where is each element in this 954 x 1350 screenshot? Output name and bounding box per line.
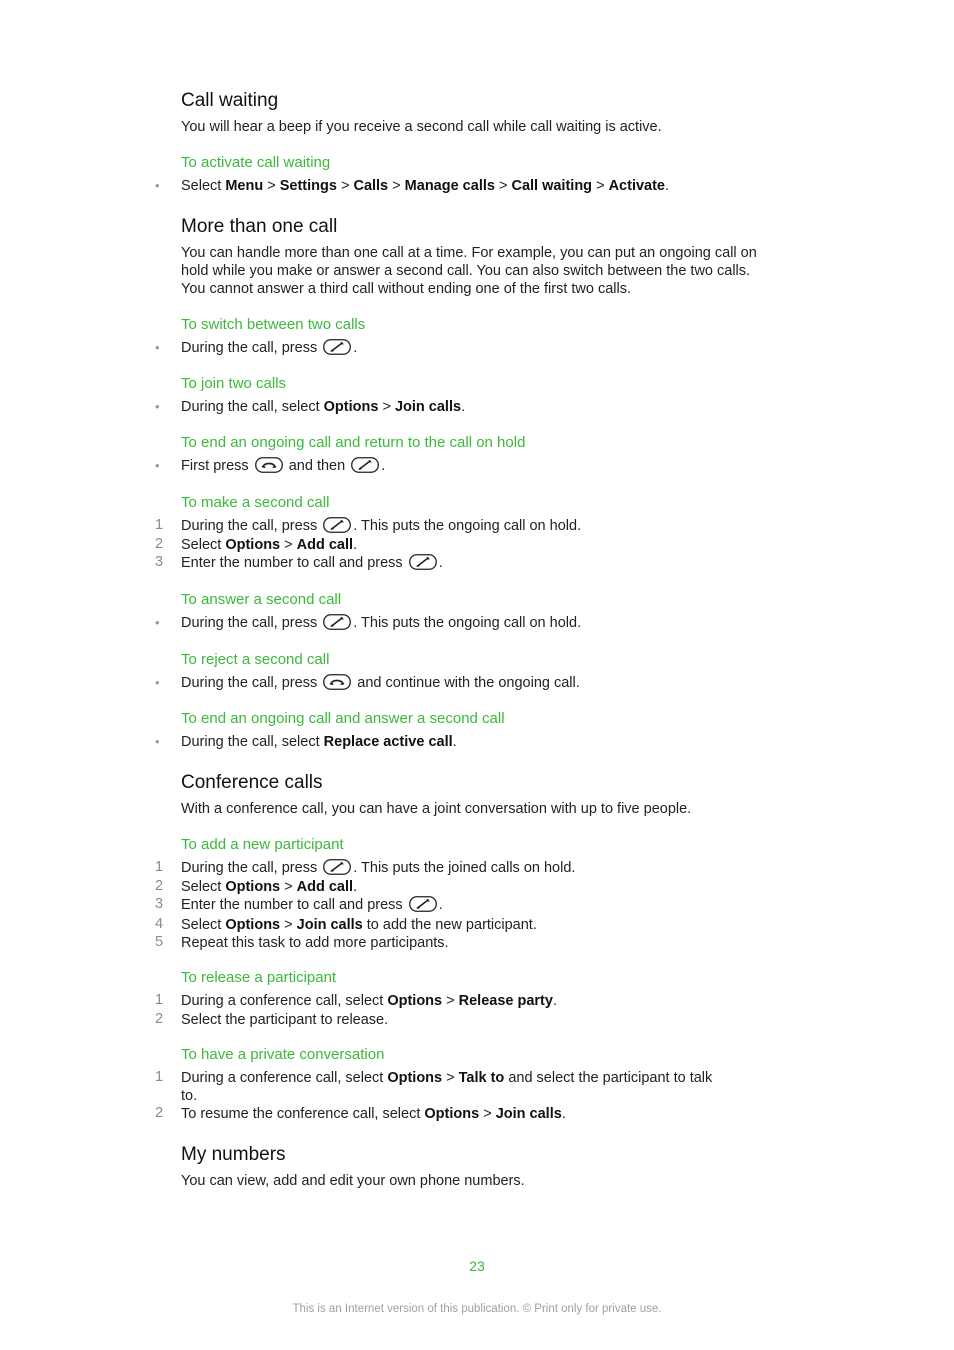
private-step-1-wrap: to. (181, 1088, 198, 1104)
step-number: 1 (155, 992, 164, 1008)
call-key-icon (323, 614, 351, 630)
heading-reject-second-call: To reject a second call (181, 651, 330, 668)
section-title-conference-calls: Conference calls (181, 772, 323, 793)
release-step-1: During a conference call, select Options > Release party. (181, 993, 557, 1009)
switch-step: During the call, press . (181, 340, 358, 356)
bullet-marker: • (155, 178, 160, 193)
step-number: 4 (155, 916, 164, 932)
call-key-icon (323, 339, 351, 355)
section-title-my-numbers: My numbers (181, 1144, 286, 1165)
add-participant-step-2: Select Options > Add call. (181, 879, 358, 895)
heading-make-second-call: To make a second call (181, 494, 330, 511)
bullet-marker: • (155, 340, 160, 355)
end-key-icon (255, 457, 283, 473)
heading-activate-call-waiting: To activate call waiting (181, 154, 331, 171)
join-step: During the call, select Options > Join calls. (181, 399, 466, 415)
step-number: 3 (155, 554, 164, 570)
bullet-marker: • (155, 458, 160, 473)
end-return-step: First press and then . (181, 458, 386, 474)
step-number: 2 (155, 536, 164, 552)
my-numbers-intro: You can view, add and edit your own phone numbers. (181, 1173, 525, 1189)
step-number: 3 (155, 896, 164, 912)
bullet-marker: • (155, 615, 160, 630)
section-title-more-than-one-call: More than one call (181, 216, 338, 237)
more-than-one-para-line-2: hold while you make or answer a second call. You can also switch between the two calls. (181, 263, 751, 279)
bullet-marker: • (155, 675, 160, 690)
heading-end-and-return: To end an ongoing call and return to the call on hold (181, 434, 526, 451)
call-key-icon (323, 859, 351, 875)
add-participant-step-5: Repeat this task to add more participants. (181, 935, 449, 951)
heading-end-and-answer: To end an ongoing call and answer a second call (181, 710, 505, 727)
second-call-step-2: Select Options > Add call. (181, 537, 358, 553)
section-title-call-waiting: Call waiting (181, 90, 279, 111)
bullet-marker: • (155, 734, 160, 749)
heading-release-participant: To release a participant (181, 969, 337, 986)
step-number: 2 (155, 1011, 164, 1027)
step-number: 1 (155, 1069, 164, 1085)
private-step-2: To resume the conference call, select Options > Join calls. (181, 1106, 566, 1122)
conference-intro: With a conference call, you can have a joint conversation with up to five people. (181, 801, 692, 817)
answer-step: During the call, press . This puts the ongoing call on hold. (181, 615, 582, 631)
end-answer-step: During the call, select Replace active call. (181, 734, 457, 750)
call-key-icon (409, 896, 437, 912)
second-call-step-1: During the call, press . This puts the ongoing call on hold. (181, 518, 582, 534)
reject-step: During the call, press and continue with the ongoing call. (181, 675, 580, 691)
bullet-marker: • (155, 399, 160, 414)
activate-step: Select Menu > Settings > Calls > Manage calls > Call waiting > Activate. (181, 178, 670, 194)
private-step-1: During a conference call, select Options > Talk to and select the participant to talk (181, 1070, 713, 1086)
call-waiting-intro: You will hear a beep if you receive a second call while call waiting is active. (181, 119, 662, 135)
call-key-icon (323, 517, 351, 533)
more-than-one-para-line-1: You can handle more than one call at a time. For example, you can put an ongoing call on (181, 245, 757, 261)
page-number: 23 (469, 1258, 485, 1274)
release-step-2: Select the participant to release. (181, 1012, 389, 1028)
second-call-step-3: Enter the number to call and press . (181, 555, 443, 571)
call-key-icon (409, 554, 437, 570)
step-number: 2 (155, 878, 164, 894)
add-participant-step-1: During the call, press . This puts the joined calls on hold. (181, 860, 576, 876)
heading-answer-second-call: To answer a second call (181, 591, 342, 608)
step-number: 1 (155, 517, 164, 533)
heading-private-conversation: To have a private conversation (181, 1046, 385, 1063)
more-than-one-para-line-3: You cannot answer a third call without ending one of the first two calls. (181, 281, 632, 297)
call-key-icon (351, 457, 379, 473)
add-participant-step-3: Enter the number to call and press . (181, 897, 443, 913)
heading-switch-calls: To switch between two calls (181, 316, 366, 333)
step-number: 5 (155, 934, 164, 950)
add-participant-step-4: Select Options > Join calls to add the new participant. (181, 917, 537, 933)
step-number: 2 (155, 1105, 164, 1121)
step-number: 1 (155, 859, 164, 875)
heading-join-calls: To join two calls (181, 375, 287, 392)
end-key-icon (323, 674, 351, 690)
heading-add-participant: To add a new participant (181, 836, 344, 853)
footer-note: This is an Internet version of this publication. © Print only for private use. (292, 1303, 662, 1315)
